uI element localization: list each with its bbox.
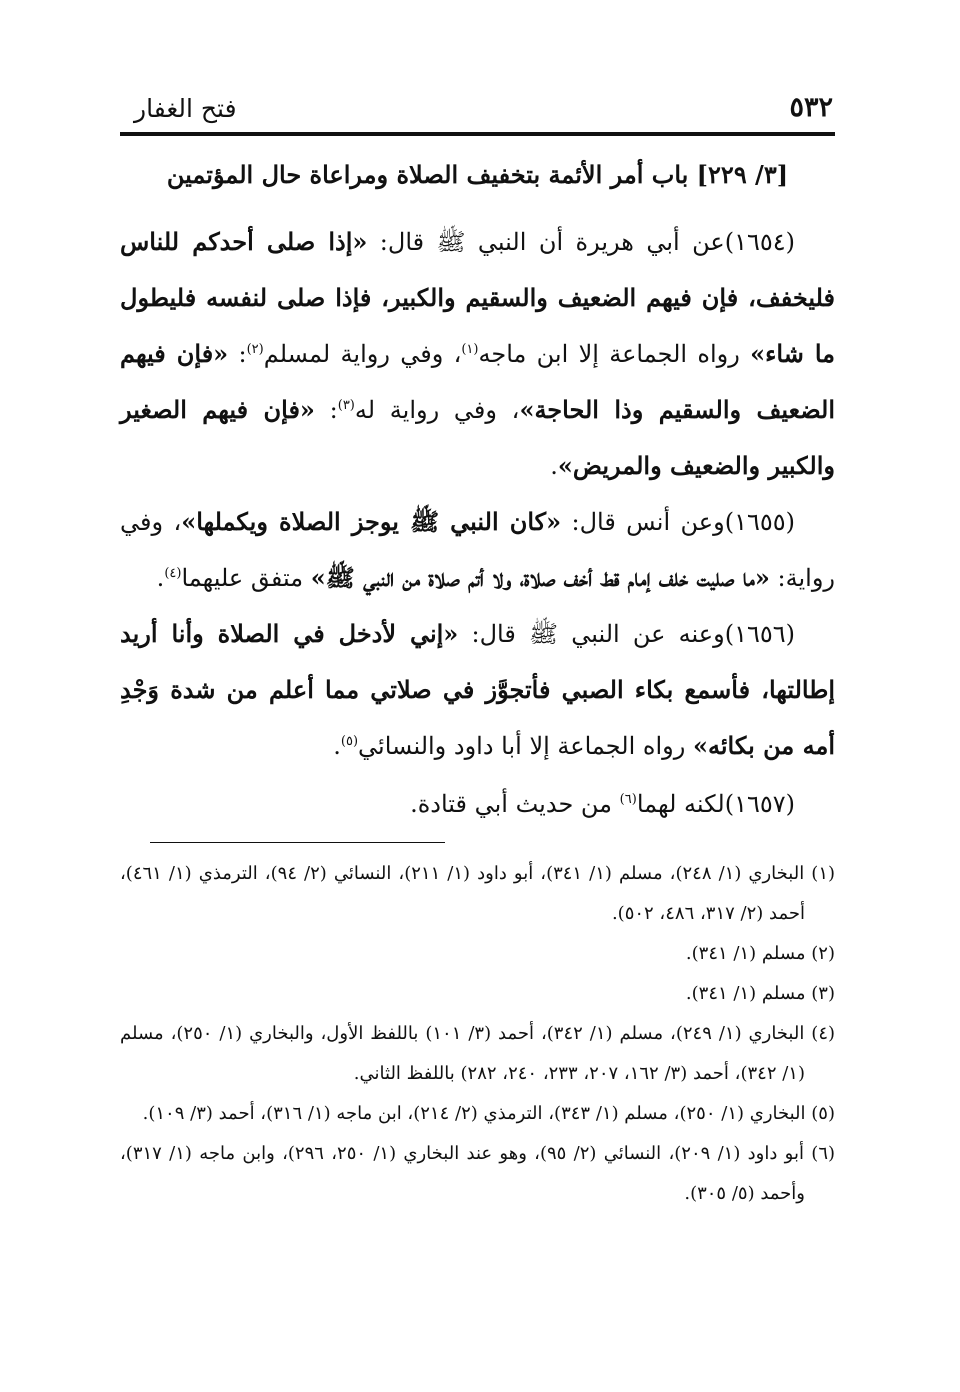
hadith-intro: وعن أنس قال: (561, 508, 725, 536)
book-title: فتح الغفار (134, 94, 237, 123)
hadith-end: . (333, 732, 341, 760)
footnote-ref[interactable]: (٤) (164, 566, 182, 581)
footnote-ref[interactable]: (٦) (619, 792, 637, 807)
hadith-intro: وعنه عن النبي ﷺ قال: (458, 620, 725, 648)
hadith-source: رواه الجماعة إلا أبا داود والنسائي (358, 732, 693, 760)
footnote-text: البخاري (١/ ٢٤٨)، مسلم (١/ ٣٤١)، أبو داود (١/ ٢١١)، النسائي (٢/ ٩٤)، الترمذي (١/ ٤٦١)، أحمد (٢/ ٣١٧، ٤٨٦، ٥٠٢). (120, 863, 805, 924)
footnote-4 (120, 1014, 835, 1094)
header-rule (120, 132, 835, 136)
footnote-ref[interactable]: (٢) (246, 342, 264, 357)
footnote-2 (120, 934, 835, 974)
hadith-end: . (550, 452, 558, 480)
footnote-ref[interactable]: (١) (461, 342, 479, 357)
main-text (120, 214, 835, 832)
hadith-number: (١٦٥٥) (724, 508, 795, 536)
hadith-source: متفق عليهما (181, 564, 311, 592)
hadith-quote: «ما صليت خلف إمام قط أخف صلاة، ولا أتم صلاة من النبي ﷺ» (310, 563, 770, 592)
hadith-1655 (120, 494, 835, 606)
hadith-quote: «فإن فيهم الصغير والكبير والضعيف والمريض» (120, 395, 835, 480)
hadith-source: ، وفي رواية لمسلم (263, 340, 462, 368)
hadith-intro: لكنه لهما (636, 790, 725, 818)
footnote-separator (150, 842, 445, 843)
hadith-1657 (120, 776, 835, 832)
hadith-quote: «إني لأدخل في الصلاة وأنا أريد إطالتها، فأسمع بكاء الصبي فأتجوَّز في صلاتي مما أعلم من شدة وَجْدِ أمه من بكائه» (120, 619, 835, 760)
chapter-title: [٣/ ٢٢٩] باب أمر الأئمة بتخفيف الصلاة ومراعاة حال المؤتمين (166, 160, 789, 189)
footnote-3 (120, 974, 835, 1014)
footnote-text: مسلم (١/ ٣٤١). (685, 983, 806, 1004)
footnote-text: البخاري (١/ ٢٤٩)، مسلم (١/ ٣٤٢)، أحمد (٣/ ١٠١) باللفظ الأول، والبخاري (١/ ٢٥٠)، مسلم (١/ ٣٤٢)، أحمد (٣/ ١٦٢، ٢٠٧، ٢٣٣، ٢٤٠، ٢٨٢) باللفظ الثاني. (120, 1023, 805, 1084)
book-page (120, 0, 835, 1392)
hadith-number: (١٦٥٧) (724, 790, 795, 818)
hadith-source: ، وفي رواية: (120, 508, 835, 592)
hadith-quote: «فإن فيهم الضعيف والسقيم وذا الحاجة» (120, 339, 836, 424)
hadith-source: رواه الجماعة إلا ابن ماجه (478, 340, 751, 368)
hadith-source: : (228, 340, 247, 368)
hadith-number: (١٦٥٤) (724, 228, 795, 256)
footnote-ref[interactable]: (٥) (340, 734, 359, 749)
footnote-number: (٥) (811, 1103, 835, 1124)
footnote-6 (120, 1134, 835, 1214)
hadith-source: من حديث أبي قتادة. (410, 790, 620, 818)
hadith-1656 (120, 606, 835, 774)
page-number: ٥٣٢ (789, 92, 833, 123)
hadith-source: : (314, 396, 338, 424)
footnote-ref[interactable]: (٣) (337, 398, 355, 413)
page-header (120, 88, 835, 130)
footnote-number: (٤) (811, 1023, 836, 1044)
footnote-1 (120, 854, 835, 934)
footnote-number: (٦) (811, 1143, 836, 1164)
footnote-text: أبو داود (١/ ٢٠٩)، النسائي (٢/ ٩٥)، وهو عند البخاري (١/ ٢٥٠، ٢٩٦)، وابن ماجه (١/ ٣١٧)، وأحمد (٥/ ٣٠٥). (120, 1143, 805, 1204)
footnotes (120, 854, 835, 1214)
footnote-number: (١) (811, 863, 836, 884)
hadith-quote: «كان النبي ﷺ يوجز الصلاة ويكملها» (181, 507, 562, 536)
footnote-text: مسلم (١/ ٣٤١). (685, 943, 806, 964)
hadith-source: ، وفي رواية له (354, 396, 520, 424)
footnote-number: (٢) (811, 943, 835, 964)
hadith-1654 (120, 214, 835, 494)
footnote-5 (120, 1094, 835, 1134)
hadith-quote: «إذا صلى أحدكم للناس فليخفف، فإن فيهم الضعيف والسقيم والكبير، فإذا صلى لنفسه فليطول ما شاء» (120, 227, 836, 368)
footnote-number: (٣) (811, 983, 835, 1004)
hadith-number: (١٦٥٦) (724, 620, 795, 648)
footnote-text: البخاري (١/ ٢٥٠)، مسلم (١/ ٣٤٣)، الترمذي (٢/ ٢١٤)، ابن ماجه (١/ ٣١٦)، أحمد (٣/ ١٠٩). (142, 1103, 806, 1124)
hadith-intro: عن أبي هريرة أن النبي ﷺ قال: (367, 228, 725, 256)
hadith-end: . (156, 564, 165, 592)
